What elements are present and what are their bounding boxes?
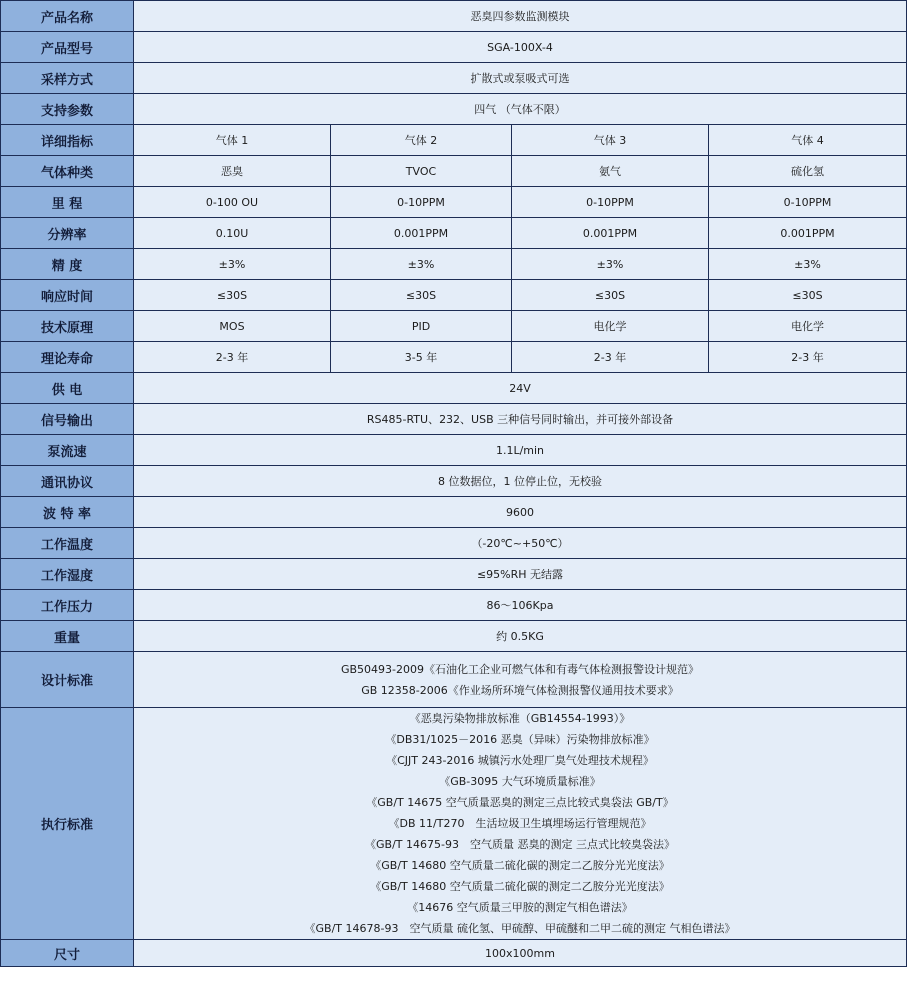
row-value: 24V [134,373,907,404]
standard-line: 《CJJT 243-2016 城镇污水处理厂臭气处理技术规程》 [386,754,654,767]
cell-gas-2: TVOC [331,156,512,187]
row-value: 100x100mm [134,940,907,967]
row-value: ≤95%RH 无结露 [134,559,907,590]
row-detail-index [1,125,907,156]
row-label: 支持参数 [1,94,134,125]
row-label: 工作湿度 [1,559,134,590]
row-label: 尺寸 [1,940,134,967]
cell-gas-3: 氨气 [512,156,709,187]
row-label: 分辨率 [1,218,134,249]
standard-line: 《14676 空气质量三甲胺的测定气相色谱法》 [407,901,633,914]
standard-line: 《GB/T 14675-93 空气质量 恶臭的测定 三点式比较臭袋法》 [365,838,675,851]
row-baud-rate [1,497,907,528]
row-execution-standard [1,708,907,940]
cell-gas-1: ≤30S [134,280,331,311]
cell-gas-1: 恶臭 [134,156,331,187]
standard-line: 《GB/T 14678-93 空气质量 硫化氢、甲硫醇、甲硫醚和二甲二硫的测定 气相色谱法》 [304,922,736,935]
cell-gas-4: ±3% [709,249,907,280]
row-label: 泵流速 [1,435,134,466]
row-working-humidity [1,559,907,590]
cell-gas-4: 0.001PPM [709,218,907,249]
row-value: 扩散式或泵吸式可选 [134,63,907,94]
row-working-pressure [1,590,907,621]
standard-line: 《DB 11/T270 生活垃圾卫生填埋场运行管理规范》 [388,817,652,830]
row-value: 8 位数据位，1 位停止位，无校验 [134,466,907,497]
cell-gas-1: ±3% [134,249,331,280]
row-value: SGA-100X-4 [134,32,907,63]
standard-line: GB50493-2009《石油化工企业可燃气体和有毒气体检测报警设计规范》 [340,662,700,676]
row-label: 信号输出 [1,404,134,435]
cell-gas-1: 0-100 OU [134,187,331,218]
row-gas-type [1,156,907,187]
row-label: 波 特 率 [1,497,134,528]
row-value [134,652,907,708]
standard-line: 《GB-3095 大气环境质量标准》 [439,775,601,788]
cell-gas-4: 0-10PPM [709,187,907,218]
row-lifetime [1,342,907,373]
cell-gas-2: 气体 2 [331,125,512,156]
row-label: 气体种类 [1,156,134,187]
row-power [1,373,907,404]
row-dimensions [1,940,907,967]
cell-gas-1: 0.10U [134,218,331,249]
cell-gas-1: 气体 1 [134,125,331,156]
row-pump-flow [1,435,907,466]
row-label: 供 电 [1,373,134,404]
row-label: 里 程 [1,187,134,218]
row-working-temperature [1,528,907,559]
row-response-time [1,280,907,311]
row-label: 设计标准 [1,652,134,708]
standard-line: 《恶臭污染物排放标准（GB14554-1993）》 [409,712,631,725]
cell-gas-1: MOS [134,311,331,342]
row-weight [1,621,907,652]
cell-gas-3: 电化学 [512,311,709,342]
row-label: 工作压力 [1,590,134,621]
row-protocol [1,466,907,497]
row-label: 响应时间 [1,280,134,311]
row-label: 执行标准 [1,708,134,940]
row-label: 技术原理 [1,311,134,342]
row-value [134,708,907,940]
cell-gas-3: 2-3 年 [512,342,709,373]
row-value: 四气 （气体不限） [134,94,907,125]
row-value: 约 0.5KG [134,621,907,652]
cell-gas-4: 硫化氢 [709,156,907,187]
row-product-name [1,1,907,32]
cell-gas-3: 0-10PPM [512,187,709,218]
cell-gas-1: 2-3 年 [134,342,331,373]
row-label: 重量 [1,621,134,652]
row-label: 精 度 [1,249,134,280]
row-label: 产品名称 [1,1,134,32]
cell-gas-4: 2-3 年 [709,342,907,373]
row-label: 产品型号 [1,32,134,63]
cell-gas-4: 电化学 [709,311,907,342]
row-label: 采样方式 [1,63,134,94]
row-principle [1,311,907,342]
row-value: （-20℃~+50℃） [134,528,907,559]
row-signal-output [1,404,907,435]
cell-gas-2: ≤30S [331,280,512,311]
row-design-standard [1,652,907,708]
row-label: 通讯协议 [1,466,134,497]
standard-line: 《DB31/1025－2016 恶臭（异味）污染物排放标准》 [385,733,655,746]
row-product-model [1,32,907,63]
row-label: 详细指标 [1,125,134,156]
cell-gas-4: 气体 4 [709,125,907,156]
cell-gas-4: ≤30S [709,280,907,311]
row-value: RS485-RTU、232、USB 三种信号同时输出，并可接外部设备 [134,404,907,435]
row-sampling-method [1,63,907,94]
row-resolution [1,218,907,249]
row-supported-params [1,94,907,125]
row-value: 86～106Kpa [134,590,907,621]
standard-line: 《GB/T 14680 空气质量二硫化碳的测定二乙胺分光光度法》 [370,859,670,872]
standard-line: GB 12358-2006《作业场所环境气体检测报警仪通用技术要求》 [361,683,679,697]
row-value: 9600 [134,497,907,528]
row-value: 1.1L/min [134,435,907,466]
cell-gas-2: 0.001PPM [331,218,512,249]
row-value: 恶臭四参数监测模块 [134,1,907,32]
cell-gas-3: ±3% [512,249,709,280]
row-range [1,187,907,218]
row-accuracy [1,249,907,280]
cell-gas-3: ≤30S [512,280,709,311]
cell-gas-2: 3-5 年 [331,342,512,373]
standard-line: 《GB/T 14675 空气质量恶臭的测定三点比较式臭袋法 GB/T》 [366,796,674,809]
cell-gas-2: ±3% [331,249,512,280]
cell-gas-2: 0-10PPM [331,187,512,218]
cell-gas-2: PID [331,311,512,342]
cell-gas-3: 0.001PPM [512,218,709,249]
row-label: 工作温度 [1,528,134,559]
standard-line: 《GB/T 14680 空气质量二硫化碳的测定二乙胺分光光度法》 [370,880,670,893]
row-label: 理论寿命 [1,342,134,373]
cell-gas-3: 气体 3 [512,125,709,156]
